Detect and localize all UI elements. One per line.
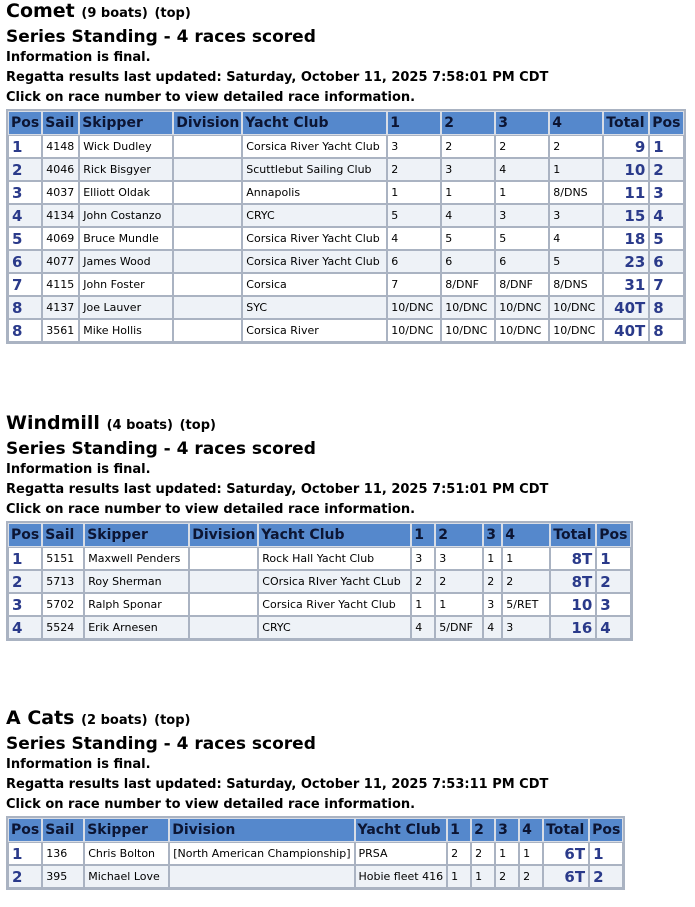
cell-sail: 4134 [42,204,79,227]
cell-skipper: Ralph Sponar [84,593,189,616]
header-sail: Sail [42,111,79,135]
cell-yacht-club: Rock Hall Yacht Club [258,547,411,570]
cell-race-1: 6 [387,250,441,273]
cell-sail: 395 [42,865,84,888]
cell-skipper: Joe Lauver [79,296,173,319]
cell-yacht-club: Corsica [242,273,387,296]
header-division: Division [173,111,242,135]
cell-sail: 3561 [42,319,79,342]
result-row [8,204,684,227]
cell-race-1: 1 [387,181,441,204]
cell-pos: 5 [8,227,42,250]
cell-total: 31 [603,273,649,296]
header-skipper: Skipper [84,523,189,547]
cell-race-1: 2 [447,842,471,865]
cell-race-4: 5 [549,250,603,273]
cell-race-4: 1 [502,547,550,570]
fleet-title [6,707,625,732]
header-pos-right: Pos [649,111,683,135]
boat-count: (9 boats) [81,6,148,21]
header-pos: Pos [8,111,42,135]
cell-race-4: 3 [549,204,603,227]
cell-race-4: 8/DNS [549,273,603,296]
cell-division [173,319,242,342]
cell-total: 10 [603,158,649,181]
fleet-name: Windmill [6,412,100,434]
header-division: Division [189,523,258,547]
cell-sail: 4077 [42,250,79,273]
race-4-header-link[interactable]: 4 [519,818,543,842]
race-4-header-link[interactable]: 4 [549,111,603,135]
cell-yacht-club: Corsica River [242,319,387,342]
result-row [8,181,684,204]
cell-race-4: 8/DNS [549,181,603,204]
cell-race-2: 6 [441,250,495,273]
header-pos: Pos [8,523,42,547]
cell-race-3: 4 [483,616,502,639]
cell-total: 40T [603,319,649,342]
cell-race-2: 1 [435,593,483,616]
cell-race-1: 1 [411,593,435,616]
top-link[interactable]: (top) [179,418,216,433]
cell-yacht-club: CRYC [258,616,411,639]
cell-race-2: 10/DNC [441,296,495,319]
cell-pos-right: 3 [649,181,683,204]
cell-total: 6T [543,865,589,888]
cell-total: 8T [550,547,596,570]
cell-sail: 4148 [42,135,79,158]
cell-sail: 4115 [42,273,79,296]
cell-skipper: Maxwell Penders [84,547,189,570]
results-table [6,816,625,890]
header-row [8,818,623,842]
cell-sail: 5151 [42,547,84,570]
cell-race-3: 3 [483,593,502,616]
cell-race-4: 2 [549,135,603,158]
cell-division [173,181,242,204]
last-updated: Regatta results last updated: Saturday, October 11, 2025 7:51:01 PM CDT [6,482,549,497]
cell-race-2: 4 [441,204,495,227]
cell-race-3: 1 [495,181,549,204]
fleet-section [6,707,625,890]
cell-division: [North American Championship] [169,842,354,865]
cell-race-4: 10/DNC [549,319,603,342]
cell-race-1: 4 [387,227,441,250]
result-row [8,570,631,593]
header-total: Total [550,523,596,547]
cell-race-2: 5 [441,227,495,250]
header-division: Division [169,818,354,842]
cell-sail: 4037 [42,181,79,204]
cell-division [173,273,242,296]
cell-skipper: Chris Bolton [84,842,169,865]
cell-total: 8T [550,570,596,593]
header-skipper: Skipper [79,111,173,135]
cell-skipper: Bruce Mundle [79,227,173,250]
cell-race-4: 4 [549,227,603,250]
cell-race-1: 10/DNC [387,319,441,342]
click-hint: Click on race number to view detailed race information. [6,502,416,517]
cell-race-2: 3 [441,158,495,181]
result-row [8,865,623,888]
cell-race-2: 10/DNC [441,319,495,342]
cell-pos-right: 6 [649,250,683,273]
cell-race-1: 7 [387,273,441,296]
cell-race-3: 3 [495,204,549,227]
cell-yacht-club: Corsica River Yacht Club [242,135,387,158]
race-4-header-link[interactable]: 4 [502,523,550,547]
cell-total: 23 [603,250,649,273]
results-table [6,521,633,641]
fleet-title [6,0,686,25]
cell-race-4: 2 [519,865,543,888]
info-final: Information is final. [6,757,151,772]
cell-race-3: 2 [495,135,549,158]
cell-total: 10 [550,593,596,616]
cell-race-1: 4 [411,616,435,639]
header-sail: Sail [42,818,84,842]
cell-race-3: 5 [495,227,549,250]
fleet-title [6,412,633,437]
top-link[interactable]: (top) [154,713,191,728]
cell-total: 9 [603,135,649,158]
cell-sail: 136 [42,842,84,865]
series-standing: Series Standing - 4 races scored [6,734,316,754]
cell-pos-right: 2 [589,865,623,888]
result-row [8,547,631,570]
series-standing: Series Standing - 4 races scored [6,27,316,47]
last-updated: Regatta results last updated: Saturday, October 11, 2025 7:58:01 PM CDT [6,70,549,85]
cell-total: 15 [603,204,649,227]
cell-pos: 8 [8,319,42,342]
cell-race-2: 1 [441,181,495,204]
race-3-header-link[interactable]: 3 [495,818,519,842]
result-row [8,273,684,296]
cell-pos: 3 [8,593,42,616]
cell-division [189,593,258,616]
cell-total: 40T [603,296,649,319]
header-pos-right: Pos [596,523,630,547]
last-updated: Regatta results last updated: Saturday, October 11, 2025 7:53:11 PM CDT [6,777,549,792]
header-yacht-club: Yacht Club [258,523,411,547]
cell-skipper: Roy Sherman [84,570,189,593]
cell-pos-right: 1 [649,135,683,158]
info-final: Information is final. [6,50,151,65]
cell-yacht-club: PRSA [355,842,448,865]
cell-pos: 7 [8,273,42,296]
cell-race-2: 2 [435,570,483,593]
cell-race-1: 2 [387,158,441,181]
cell-pos: 4 [8,616,42,639]
cell-race-3: 1 [495,842,519,865]
fleet-section [6,0,686,344]
result-row [8,616,631,639]
cell-pos-right: 1 [589,842,623,865]
result-row [8,296,684,319]
boat-count: (4 boats) [106,418,173,433]
cell-yacht-club: SYC [242,296,387,319]
race-2-header-link[interactable]: 2 [435,523,483,547]
click-hint: Click on race number to view detailed race information. [6,797,416,812]
cell-pos: 2 [8,158,42,181]
header-row [8,523,631,547]
cell-total: 18 [603,227,649,250]
click-hint: Click on race number to view detailed race information. [6,90,416,105]
cell-race-1: 5 [387,204,441,227]
cell-race-4: 1 [519,842,543,865]
header-pos: Pos [8,818,42,842]
cell-yacht-club: Corsica River Yacht Club [242,227,387,250]
cell-pos: 2 [8,865,42,888]
cell-pos-right: 4 [649,204,683,227]
cell-race-2: 5/DNF [435,616,483,639]
cell-division [173,135,242,158]
cell-race-3: 2 [495,865,519,888]
cell-sail: 4046 [42,158,79,181]
cell-sail: 5524 [42,616,84,639]
header-skipper: Skipper [84,818,169,842]
cell-sail: 5702 [42,593,84,616]
cell-pos-right: 4 [596,616,630,639]
header-total: Total [543,818,589,842]
cell-division [189,547,258,570]
cell-sail: 4069 [42,227,79,250]
cell-race-3: 4 [495,158,549,181]
cell-division [173,296,242,319]
info-final: Information is final. [6,462,151,477]
cell-division [173,204,242,227]
cell-pos: 1 [8,547,42,570]
cell-pos: 1 [8,135,42,158]
results-table [6,109,686,344]
header-total: Total [603,111,649,135]
result-row [8,250,684,273]
cell-sail: 5713 [42,570,84,593]
top-link[interactable]: (top) [154,6,191,21]
cell-yacht-club: Corsica River Yacht Club [258,593,411,616]
cell-race-1: 2 [411,570,435,593]
cell-race-1: 10/DNC [387,296,441,319]
cell-total: 11 [603,181,649,204]
cell-race-2: 3 [435,547,483,570]
cell-total: 16 [550,616,596,639]
cell-yacht-club: Hobie fleet 416 [355,865,448,888]
cell-yacht-club: Annapolis [242,181,387,204]
cell-race-1: 3 [411,547,435,570]
cell-pos-right: 5 [649,227,683,250]
race-2-header-link[interactable]: 2 [471,818,495,842]
cell-race-3: 6 [495,250,549,273]
fleet-section [6,412,633,641]
header-yacht-club: Yacht Club [355,818,448,842]
cell-skipper: Elliott Oldak [79,181,173,204]
result-row [8,135,684,158]
cell-pos: 6 [8,250,42,273]
cell-division [173,250,242,273]
cell-division [189,616,258,639]
result-row [8,227,684,250]
header-sail: Sail [42,523,84,547]
race-3-header-link[interactable]: 3 [495,111,549,135]
cell-pos: 4 [8,204,42,227]
cell-sail: 4137 [42,296,79,319]
cell-race-4: 2 [502,570,550,593]
cell-yacht-club: Corsica River Yacht Club [242,250,387,273]
cell-pos-right: 2 [596,570,630,593]
result-row [8,593,631,616]
cell-race-1: 1 [447,865,471,888]
boat-count: (2 boats) [81,713,148,728]
header-yacht-club: Yacht Club [242,111,387,135]
cell-skipper: Wick Dudley [79,135,173,158]
cell-yacht-club: Scuttlebut Sailing Club [242,158,387,181]
cell-pos: 2 [8,570,42,593]
cell-division [173,158,242,181]
race-1-header-link[interactable]: 1 [387,111,441,135]
cell-pos-right: 2 [649,158,683,181]
series-standing: Series Standing - 4 races scored [6,439,316,459]
cell-pos-right: 1 [596,547,630,570]
cell-skipper: Mike Hollis [79,319,173,342]
cell-pos-right: 7 [649,273,683,296]
fleet-name: A Cats [6,707,75,729]
cell-race-1: 3 [387,135,441,158]
cell-race-2: 2 [471,842,495,865]
cell-pos-right: 8 [649,319,683,342]
cell-skipper: Rick Bisgyer [79,158,173,181]
cell-race-2: 1 [471,865,495,888]
cell-pos: 8 [8,296,42,319]
cell-skipper: Erik Arnesen [84,616,189,639]
cell-skipper: John Foster [79,273,173,296]
result-row [8,319,684,342]
race-1-header-link[interactable]: 1 [447,818,471,842]
cell-total: 6T [543,842,589,865]
cell-skipper: John Costanzo [79,204,173,227]
race-1-header-link[interactable]: 1 [411,523,435,547]
result-row [8,158,684,181]
cell-race-2: 8/DNF [441,273,495,296]
cell-race-3: 2 [483,570,502,593]
cell-skipper: Michael Love [84,865,169,888]
cell-race-2: 2 [441,135,495,158]
cell-race-3: 8/DNF [495,273,549,296]
cell-pos-right: 3 [596,593,630,616]
fleet-name: Comet [6,0,75,22]
cell-pos-right: 8 [649,296,683,319]
cell-division [189,570,258,593]
cell-race-4: 5/RET [502,593,550,616]
cell-division [173,227,242,250]
result-row [8,842,623,865]
cell-skipper: James Wood [79,250,173,273]
cell-yacht-club: CRYC [242,204,387,227]
cell-race-4: 3 [502,616,550,639]
cell-race-3: 1 [483,547,502,570]
header-pos-right: Pos [589,818,623,842]
cell-race-4: 1 [549,158,603,181]
race-3-header-link[interactable]: 3 [483,523,502,547]
cell-pos: 3 [8,181,42,204]
race-2-header-link[interactable]: 2 [441,111,495,135]
header-row [8,111,684,135]
cell-race-3: 10/DNC [495,296,549,319]
cell-yacht-club: COrsica RIver Yacht CLub [258,570,411,593]
cell-race-4: 10/DNC [549,296,603,319]
cell-pos: 1 [8,842,42,865]
cell-race-3: 10/DNC [495,319,549,342]
cell-division [169,865,354,888]
